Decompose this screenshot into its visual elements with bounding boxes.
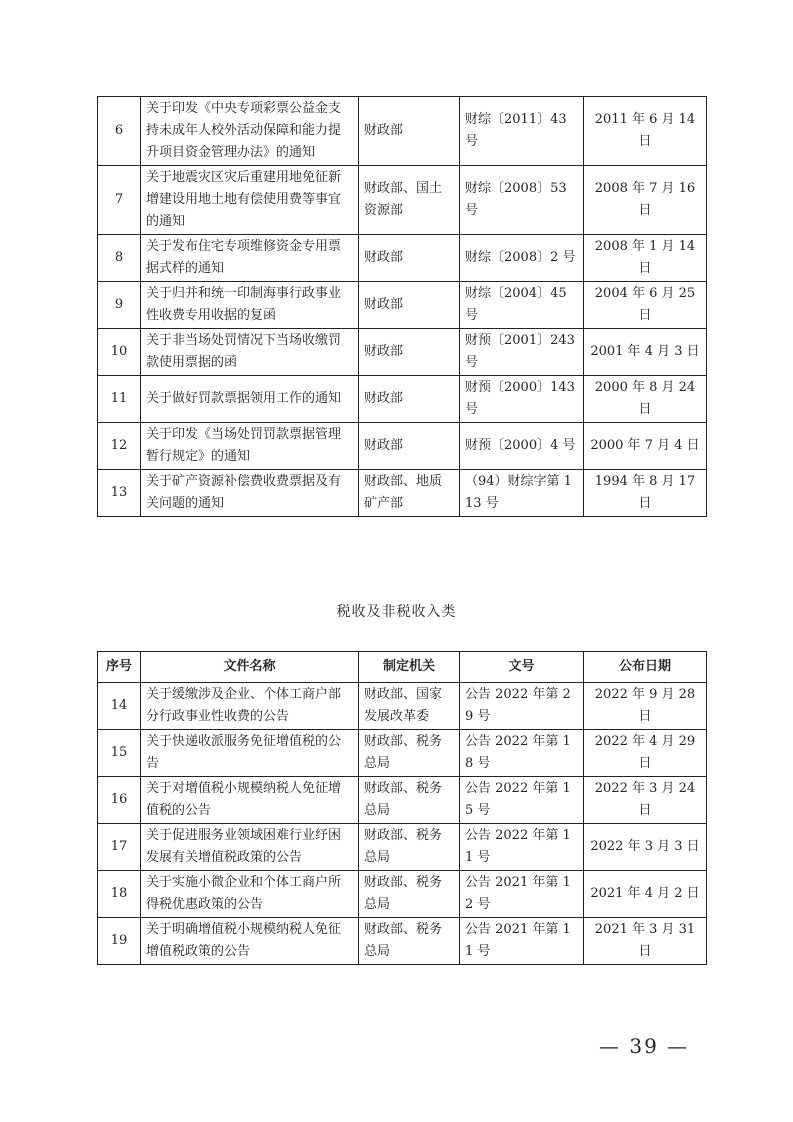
table-row bbox=[98, 683, 707, 730]
row-number: 6 bbox=[98, 97, 141, 166]
table-row bbox=[98, 282, 707, 329]
policy-table-continued bbox=[97, 96, 707, 517]
publish-date: 2021 年 4 月 2 日 bbox=[584, 871, 707, 918]
document-name: 关于做好罚款票据领用工作的通知 bbox=[141, 376, 359, 423]
table-row bbox=[98, 166, 707, 235]
document-name: 关于明确增值税小规模纳税人免征增值税政策的公告 bbox=[141, 918, 359, 965]
document-number: 财预〔2001〕243 号 bbox=[460, 329, 584, 376]
row-number: 11 bbox=[98, 376, 141, 423]
issuing-agency: 财政部 bbox=[359, 329, 460, 376]
issuing-agency: 财政部、税务总局 bbox=[359, 824, 460, 871]
issuing-agency: 财政部 bbox=[359, 235, 460, 282]
document-name: 关于印发《中央专项彩票公益金支持未成年人校外活动保障和能力提升项目资金管理办法》的通知 bbox=[141, 97, 359, 166]
section-title: 税收及非税收入类 bbox=[336, 604, 457, 620]
row-number: 15 bbox=[98, 730, 141, 777]
publish-date: 2011 年 6 月 14 日 bbox=[584, 97, 707, 166]
header-agency: 制定机关 bbox=[359, 652, 460, 683]
document-name: 关于快递收派服务免征增值税的公告 bbox=[141, 730, 359, 777]
table-row bbox=[98, 871, 707, 918]
header-date: 公布日期 bbox=[584, 652, 707, 683]
row-number: 9 bbox=[98, 282, 141, 329]
row-number: 12 bbox=[98, 423, 141, 470]
document-number: 财综〔2004〕45 号 bbox=[460, 282, 584, 329]
issuing-agency: 财政部 bbox=[359, 97, 460, 166]
header-doc-no: 文号 bbox=[460, 652, 584, 683]
publish-date: 1994 年 8 月 17 日 bbox=[584, 470, 707, 517]
table-header-row bbox=[98, 652, 707, 683]
row-number: 8 bbox=[98, 235, 141, 282]
table-row bbox=[98, 97, 707, 166]
header-no: 序号 bbox=[98, 652, 141, 683]
page-number: — 39 — bbox=[599, 1034, 690, 1058]
issuing-agency: 财政部 bbox=[359, 282, 460, 329]
tax-policy-table bbox=[97, 651, 707, 965]
issuing-agency: 财政部、税务总局 bbox=[359, 777, 460, 824]
tax-policy-table-body bbox=[98, 683, 707, 965]
issuing-agency: 财政部 bbox=[359, 376, 460, 423]
document-number: 公告 2022 年第 18 号 bbox=[460, 730, 584, 777]
document-name: 关于发布住宅专项维修资金专用票据式样的通知 bbox=[141, 235, 359, 282]
table-row bbox=[98, 730, 707, 777]
publish-date: 2022 年 9 月 28 日 bbox=[584, 683, 707, 730]
document-name: 关于印发《当场处罚罚款票据管理暂行规定》的通知 bbox=[141, 423, 359, 470]
table-row bbox=[98, 329, 707, 376]
document-name: 关于矿产资源补偿费收费票据及有关问题的通知 bbox=[141, 470, 359, 517]
document-name: 关于非当场处罚情况下当场收缴罚款使用票据的函 bbox=[141, 329, 359, 376]
document-number: 公告 2022 年第 11 号 bbox=[460, 824, 584, 871]
row-number: 19 bbox=[98, 918, 141, 965]
document-number: 财综〔2011〕43 号 bbox=[460, 97, 584, 166]
row-number: 13 bbox=[98, 470, 141, 517]
issuing-agency: 财政部、地质矿产部 bbox=[359, 470, 460, 517]
document-number: 公告 2022 年第 29 号 bbox=[460, 683, 584, 730]
document-number: （94）财综字第 113 号 bbox=[460, 470, 584, 517]
row-number: 7 bbox=[98, 166, 141, 235]
document-number: 公告 2021 年第 12 号 bbox=[460, 871, 584, 918]
publish-date: 2021 年 3 月 31 日 bbox=[584, 918, 707, 965]
row-number: 18 bbox=[98, 871, 141, 918]
policy-table-continued-body bbox=[98, 97, 707, 517]
table-row bbox=[98, 824, 707, 871]
table-row bbox=[98, 470, 707, 517]
table-row bbox=[98, 777, 707, 824]
issuing-agency: 财政部、国土资源部 bbox=[359, 166, 460, 235]
publish-date: 2022 年 4 月 29 日 bbox=[584, 730, 707, 777]
document-number: 公告 2022 年第 15 号 bbox=[460, 777, 584, 824]
publish-date: 2008 年 7 月 16 日 bbox=[584, 166, 707, 235]
row-number: 14 bbox=[98, 683, 141, 730]
publish-date: 2000 年 7 月 4 日 bbox=[584, 423, 707, 470]
issuing-agency: 财政部、税务总局 bbox=[359, 730, 460, 777]
issuing-agency: 财政部、税务总局 bbox=[359, 871, 460, 918]
document-number: 财预〔2000〕4 号 bbox=[460, 423, 584, 470]
document-number: 财综〔2008〕2 号 bbox=[460, 235, 584, 282]
publish-date: 2000 年 8 月 24 日 bbox=[584, 376, 707, 423]
document-name: 关于促进服务业领域困难行业纾困发展有关增值税政策的公告 bbox=[141, 824, 359, 871]
publish-date: 2008 年 1 月 14 日 bbox=[584, 235, 707, 282]
document-name: 关于实施小微企业和个体工商户所得税优惠政策的公告 bbox=[141, 871, 359, 918]
issuing-agency: 财政部、国家发展改革委 bbox=[359, 683, 460, 730]
publish-date: 2004 年 6 月 25 日 bbox=[584, 282, 707, 329]
document-number: 公告 2021 年第 11 号 bbox=[460, 918, 584, 965]
row-number: 16 bbox=[98, 777, 141, 824]
document-name: 关于缓缴涉及企业、个体工商户部分行政事业性收费的公告 bbox=[141, 683, 359, 730]
publish-date: 2022 年 3 月 24 日 bbox=[584, 777, 707, 824]
issuing-agency: 财政部 bbox=[359, 423, 460, 470]
document-name: 关于对增值税小规模纳税人免征增值税的公告 bbox=[141, 777, 359, 824]
row-number: 17 bbox=[98, 824, 141, 871]
table-row bbox=[98, 423, 707, 470]
header-name: 文件名称 bbox=[141, 652, 359, 683]
table-row bbox=[98, 918, 707, 965]
document-number: 财综〔2008〕53 号 bbox=[460, 166, 584, 235]
publish-date: 2022 年 3 月 3 日 bbox=[584, 824, 707, 871]
document-name: 关于地震灾区灾后重建用地免征新增建设用地土地有偿使用费等事宜的通知 bbox=[141, 166, 359, 235]
table-row bbox=[98, 235, 707, 282]
issuing-agency: 财政部、税务总局 bbox=[359, 918, 460, 965]
table-row bbox=[98, 376, 707, 423]
row-number: 10 bbox=[98, 329, 141, 376]
publish-date: 2001 年 4 月 3 日 bbox=[584, 329, 707, 376]
document-name: 关于归并和统一印制海事行政事业性收费专用收据的复函 bbox=[141, 282, 359, 329]
document-number: 财预〔2000〕143 号 bbox=[460, 376, 584, 423]
